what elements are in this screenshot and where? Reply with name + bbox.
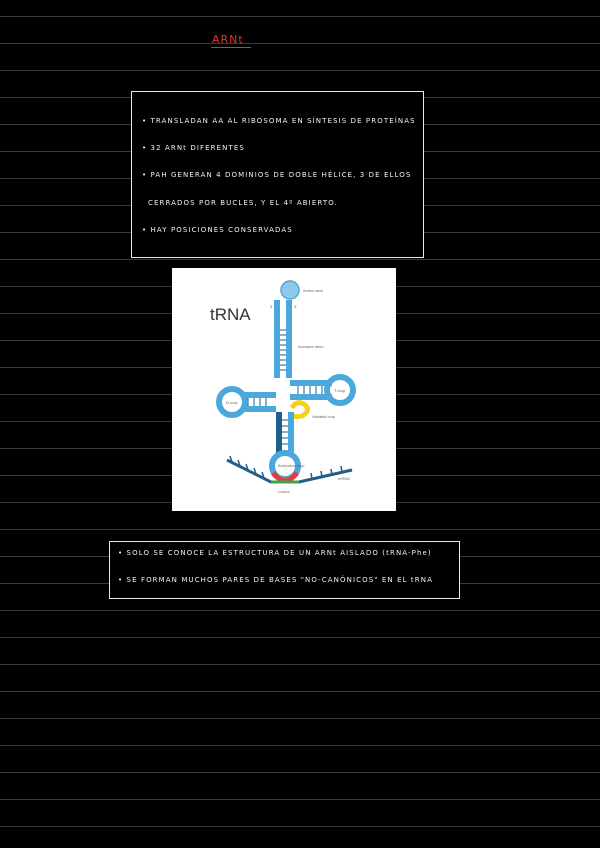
label-codon: Codon <box>278 489 290 494</box>
amino-acid-ball <box>281 281 299 299</box>
trna-diagram <box>172 268 396 511</box>
label-5prime: 5' <box>270 304 273 309</box>
note-line-6: • SOLO SE CONOCE LA ESTRUCTURA DE UN ARNt AISLADO (tRNA-Phe) <box>118 549 432 557</box>
page-title: ARNt <box>212 33 244 46</box>
label-3prime: 3' <box>294 304 297 309</box>
note-line-2: • 32 ARNt DIFERENTES <box>142 144 245 152</box>
d-arm-bases <box>248 398 266 406</box>
label-mrna: mRNA <box>338 476 350 481</box>
label-acceptor-stem: Acceptor stem <box>298 344 324 349</box>
anticodon-stem-bases <box>282 420 288 444</box>
label-amino-acid: Amino acid <box>303 288 323 293</box>
anticodon-stem-left <box>276 412 282 456</box>
label-t-loop: T-loop <box>334 388 346 393</box>
trna-figure <box>172 268 396 511</box>
t-arm-bases <box>298 386 322 394</box>
label-variable-loop: Variable loop <box>312 414 336 419</box>
note-line-3: • PAH GENERAN 4 DOMINIOS DE DOBLE HÉLICE, 3 DE ELLOS <box>142 171 412 179</box>
acceptor-stem-bases <box>280 330 286 370</box>
note-line-4: CERRADOS POR BUCLES, Y EL 4º ABIERTO. <box>148 199 338 207</box>
anticodon-stem-right <box>288 412 294 456</box>
note-line-7: • SE FORMAN MUCHOS PARES DE BASES "NO-CANÓNICOS" EN EL tRNA <box>118 576 433 584</box>
label-d-loop: D-loop <box>226 400 238 405</box>
acceptor-stem-right <box>286 300 292 378</box>
note-line-5: • HAY POSICIONES CONSERVADAS <box>142 226 293 234</box>
figure-title: tRNA <box>210 305 251 324</box>
title-underline <box>211 47 251 48</box>
acceptor-stem-left <box>274 300 280 378</box>
label-anticodon-loop: Anticodon loop <box>278 463 305 468</box>
note-line-1: • TRANSLADAN AA AL RIBOSOMA EN SÍNTESIS DE PROTEÍNAS <box>142 117 416 125</box>
